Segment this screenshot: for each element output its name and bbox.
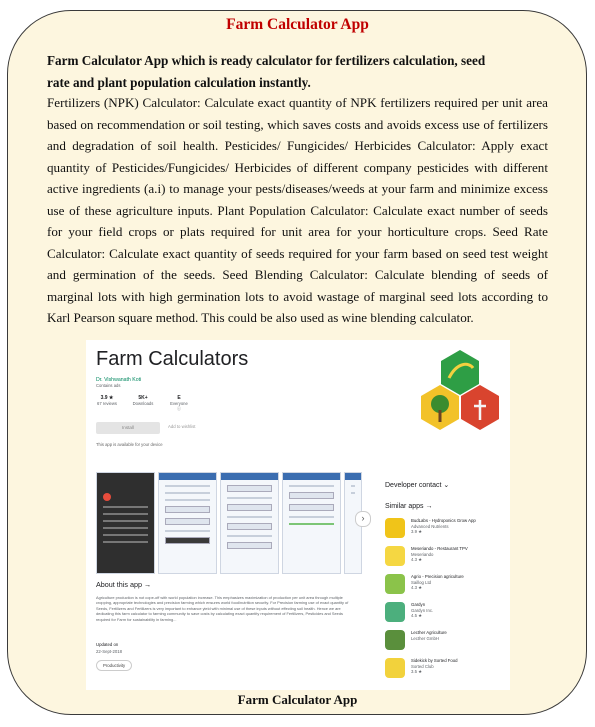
rating-stat: 3.9 ★ 67 reviews [96,395,117,406]
store-listing-screenshot [86,340,510,690]
app-stats [96,395,190,412]
app-logo-icon [419,348,501,448]
body-paragraph: Fertilizers (NPK) Calculator: Calculate exact quantity of NPK fertilizers required per unit area based on recommendation or soil testing, which saves costs and avoids excess use of fertilizers and degradation of soil health. Pesticides/ Fungicides/ Herbicides Calculator: Apply exact quantity of Pesticides/Fungicides/ Herbicides of different company pesticides with different active ingredients (a.i) to manage your pests/diseases/weeds at your farm and minimize excess use of these agriculture inputs. Plant Population Calculator: Calculate exact number of seeds for your field crops or plats required for unit area for your horticulture crops. Seed Rate Calculator: Calculate exact quantity of seeds required for your farm based on seed test weight and germination of the seeds. Seed Blending Calculator: Calculate blending of seeds of marginal lots with high germination lots to avoid wastage of marginal seed lots according to Karl Pearson square method. This could be also used as wine blending calculator. [47,95,548,325]
updated-label: Updated on [96,642,119,647]
similar-app-icon [385,574,405,594]
screenshot-thumb[interactable] [220,472,279,574]
app-title: Farm Calculators [96,348,249,370]
similar-app-item[interactable]: Agrio - Precision agriculture Saillog Ltd 4.3 ★ [385,574,464,594]
similar-app-item[interactable]: BudLabs - Hydroponics Grow App Advanced Nutrients 3.9 ★ [385,518,476,538]
similar-app-item[interactable]: Lecther Agriculture Lecther GmbH [385,630,447,650]
updated-value: 22-Sept-2018 [96,649,123,654]
developer-contact[interactable]: Developer contact ⌄ [385,482,450,489]
about-text: Agriculture production is not cope-off with world population increase. This emphasizes maximization of production per unit area through multiple cropping, appropriate technologies and precision farming which ensures world food/nutrition security. For Precision farming use of exact quantity of Seeds, Fertilizers and Fertilizers is very important to enhance yield with minimal use of these inputs without effecting soil health. Hence we are dedicating this farm calculator to farming community to save costs by calculating exact quantity requirement of Fertilizers, Pesticides and Seeds required for Farm for sustainability in farming... [96,595,349,622]
figure-caption: Farm Calculator App [237,692,358,707]
similar-apps-heading[interactable]: Similar apps → [385,503,433,510]
similar-app-icon [385,602,405,622]
similar-app-icon [385,546,405,566]
similar-app-item[interactable]: Gardyn Gardyn Inc. 4.5 ★ [385,602,433,622]
similar-app-item[interactable]: Sidekick by Sorted Food Sorted Club 3.5 ★ [385,658,458,678]
about-heading: About this app → [96,580,152,589]
similar-app-icon [385,658,405,678]
developer-link[interactable]: Dr. Vishwanath Koti [96,377,142,383]
similar-app-item[interactable]: Meseriando - Restaurant TPV Meseriando 4.3 ★ [385,546,468,566]
screenshot-thumb[interactable] [158,472,217,574]
scroll-right-icon[interactable]: › [355,511,371,527]
wishlist-button[interactable]: Add to wishlist [168,424,196,429]
screenshot-thumb[interactable] [96,472,155,574]
availability-note: This app is available for your device [96,442,163,447]
install-button[interactable]: Install [96,422,160,434]
screenshot-strip[interactable] [96,472,362,574]
content-rating-stat: E Everyone ⓘ [170,395,188,411]
similar-app-icon [385,518,405,538]
page-title: Farm Calculator App [226,16,369,33]
lead-paragraph: Farm Calculator App which is ready calculator for fertilizers calculation, seed rate and plant population calculation instantly. [47,53,486,90]
category-chip[interactable]: Productivity [96,660,132,671]
screenshot-thumb[interactable] [282,472,341,574]
similar-app-icon [385,630,405,650]
ads-note: Contains ads [96,383,121,388]
downloads-stat: 5K+ Downloads [132,395,154,406]
